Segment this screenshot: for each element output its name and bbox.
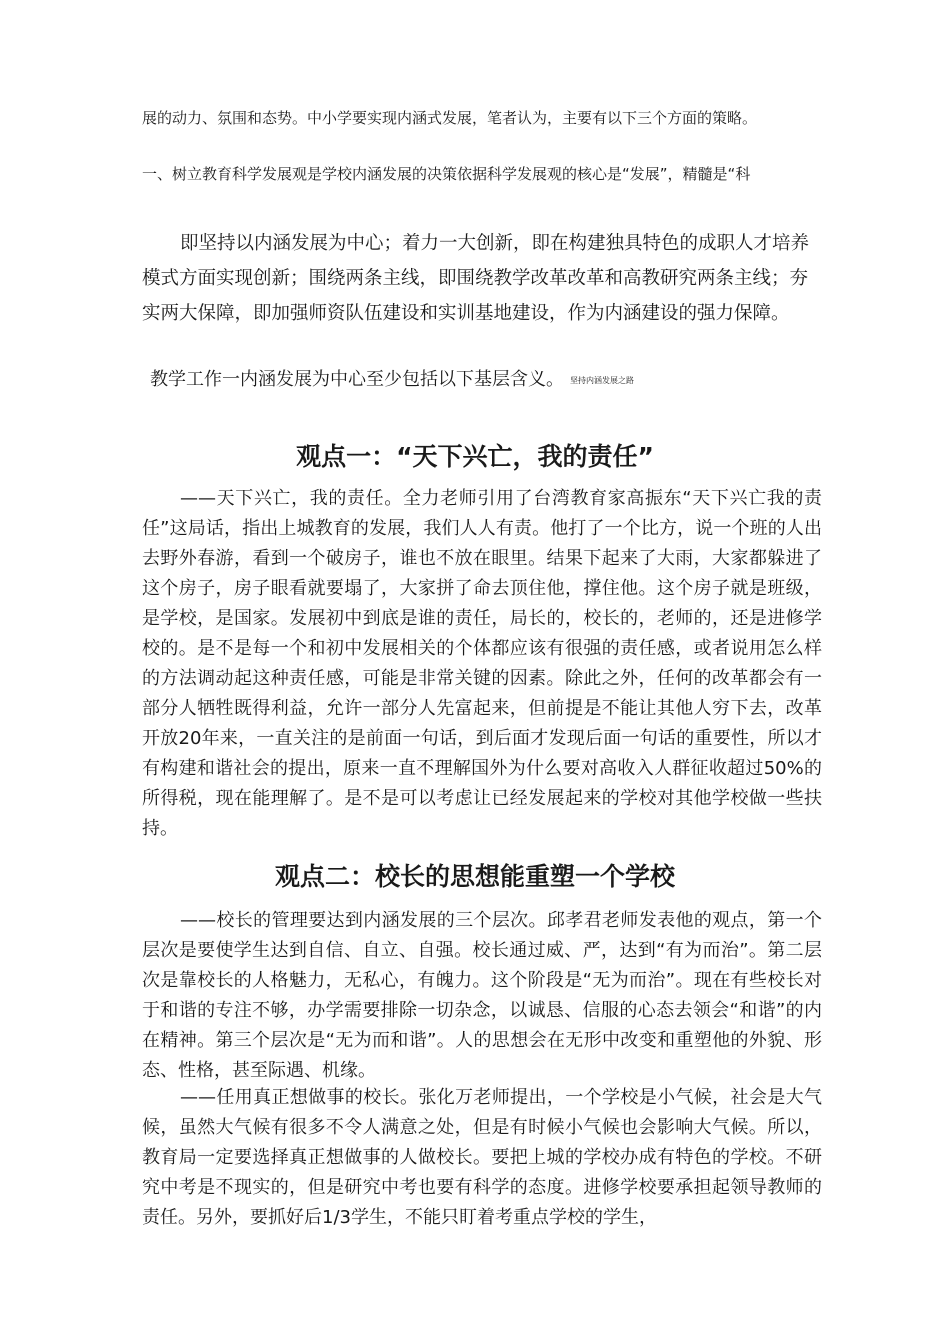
section-heading-1: 观点一：“天下兴亡，我的责任” [296, 442, 654, 471]
teaching-line-text: 教学工作一内涵发展为中心至少包括以下基层含义。 [150, 369, 564, 390]
teaching-line [150, 368, 634, 393]
intro-line-2: 一、树立教育科学发展观是学校内涵发展的决策依据科学发展观的核心是“发展”，精髓是“科 [142, 165, 751, 183]
tiny-note: 坚持内涵发展之路 [570, 376, 634, 385]
intro-line-1: 展的动力、氛围和态势。中小学要实现内涵式发展，笔者认为，主要有以下三个方面的策略。 [142, 109, 758, 127]
section-2-body-2: ——任用真正想做事的校长。张化万老师提出，一个学校是小气候，社会是大气候，虽然大气候有很多不令人满意之处，但是有时候小气候也会影响大气候。所以，教育局一定要选择真正想做事的人做校长。要把上城的学校办成有特色的学校。不研究中考是不现实的，但是研究中考也要有科学的态度。进修学校要承担起领导教师的责任。另外，要抓好后1/3学生，不能只盯着考重点学校的学生， [142, 1087, 822, 1228]
section-1-body: ——天下兴亡，我的责任。全力老师引用了台湾教育家高振东“天下兴亡我的责任”这局话，指出上城教育的发展，我们人人有责。他打了一个比方，说一个班的人出去野外春游，看到一个破房子，谁也不放在眼里。结果下起来了大雨，大家都躲进了这个房子，房子眼看就要塌了，大家拼了命去顶住他，撑住他。这个房子就是班级，是学校，是国家。发展初中到底是谁的责任，局长的，校长的，老师的，还是进修学校的。是不是每一个和初中发展相关的个体都应该有很强的责任感，或者说用怎么样的方法调动起这种责任感，可能是非常关键的因素。除此之外，任何的改革都会有一部分人牺牲既得利益，允许一部分人先富起来，但前提是不能让其他人穷下去，改革开放20年来，一直关注的是前面一句话，到后面才发现后面一句话的重要性，所以才有构建和谐社会的提出，原来一直不理解国外为什么要对高收入人群征收超过50%的所得税，现在能理解了。是不是可以考虑让已经发展起来的学校对其他学校做一些扶持。 [142, 488, 822, 839]
section-heading-2: 观点二：校长的思想能重塑一个学校 [274, 862, 675, 891]
section-2-body-1: ——校长的管理要达到内涵发展的三个层次。邱孝君老师发表他的观点，第一个层次是要使学生达到自信、自立、自强。校长通过威、严，达到“有为而治”。第二层次是靠校长的人格魅力，无私心，有魄力。这个阶段是“无为而治”。现在有些校长对于和谐的专注不够，办学需要排除一切杂念，以诚恳、信服的心态去领会“和谐”的内在精神。第三个层次是“无为而和谐”。人的思想会在无形中改变和重塑他的外貌、形态、性格，甚至际遇、机缘。 [142, 910, 822, 1081]
content-paragraph: 即坚持以内涵发展为中心；着力一大创新，即在构建独具特色的成职人才培养模式方面实现创新；围绕两条主线，即围绕教学改革改革和高教研究两条主线；夯实两大保障，即加强师资队伍建设和实训基地建设，作为内涵建设的强力保障。 [142, 233, 810, 324]
